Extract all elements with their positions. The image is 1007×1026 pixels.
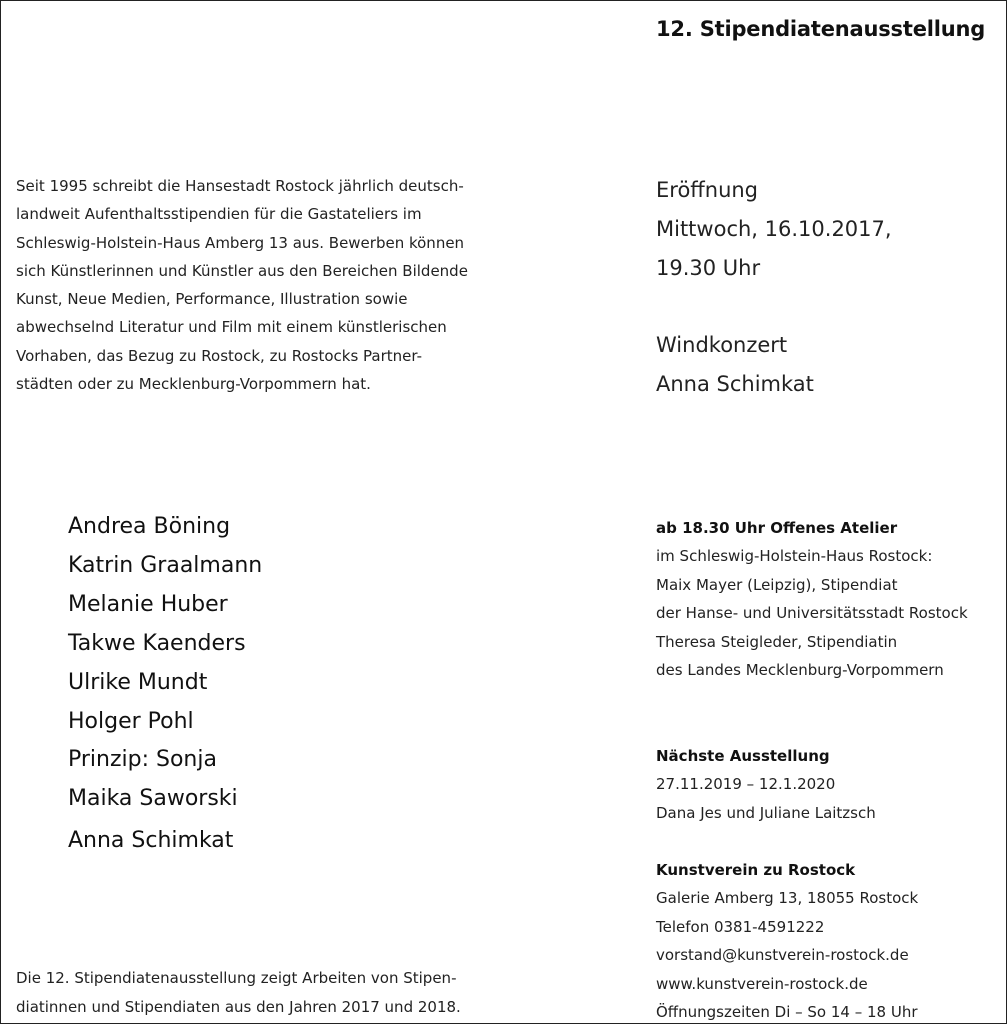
intro-line: Vorhaben, das Bezug zu Rostock, zu Rostocks Partner-: [16, 346, 423, 365]
next-exhibition-block: [656, 742, 876, 827]
next-exhibition-heading: Nächste Ausstellung: [656, 747, 830, 765]
open-atelier-block: [656, 514, 968, 684]
kunstverein-name: Kunstverein zu Rostock: [656, 861, 856, 879]
artist-list: [68, 508, 262, 861]
footer-note: [16, 964, 461, 1022]
open-atelier-line: Theresa Steigleder, Stipendiatin: [656, 632, 898, 651]
intro-line: Seit 1995 schreibt die Hansestadt Rostock jährlich deutsch-: [16, 177, 464, 195]
footer-line: Die 12. Stipendiatenausstellung zeigt Arbeiten von Stipen-: [16, 969, 457, 987]
concert-heading: Windkonzert: [656, 333, 788, 357]
concert-artist: Anna Schimkat: [656, 372, 814, 396]
artist-name: Anna Schimkat: [68, 828, 234, 854]
artist-name: Andrea Böning: [68, 514, 231, 539]
open-atelier-line: der Hanse- und Universitätsstadt Rostock: [656, 604, 968, 623]
opening-time: 19.30 Uhr: [656, 256, 761, 280]
intro-line: landweit Aufenthaltsstipendien für die Gastateliers im: [16, 205, 422, 224]
next-exhibition-dates: 27.11.2019 – 12.1.2020: [656, 775, 836, 794]
intro-paragraph: [16, 172, 486, 398]
kunstverein-contact: [656, 856, 918, 1026]
next-exhibition-artists: Dana Jes und Juliane Laitzsch: [656, 803, 876, 822]
intro-line: sich Künstlerinnen und Künstler aus den Bereichen Bildende: [16, 261, 468, 280]
artist-name: Ulrike Mundt: [68, 669, 208, 695]
artist-name: Katrin Graalmann: [68, 552, 263, 578]
intro-line: abwechselnd Literatur und Film mit einem künstlerischen: [16, 318, 447, 337]
opening-date: Mittwoch, 16.10.2017,: [656, 217, 892, 241]
kunstverein-hours: Öffnungszeiten Di – So 14 – 18 Uhr: [656, 1003, 918, 1022]
kunstverein-website[interactable]: www.kunstverein-rostock.de: [656, 974, 868, 993]
artist-name: Melanie Huber: [68, 591, 228, 617]
open-atelier-line: im Schleswig-Holstein-Haus Rostock:: [656, 547, 933, 566]
event-info: [656, 171, 892, 404]
kunstverein-address: Galerie Amberg 13, 18055 Rostock: [656, 889, 919, 908]
artist-name: Maika Saworski: [68, 786, 238, 812]
kunstverein-phone: Telefon 0381-4591222: [656, 917, 825, 936]
intro-line: städten oder zu Mecklenburg-Vorpommern hat.: [16, 375, 371, 394]
kunstverein-email[interactable]: vorstand@kunstverein-rostock.de: [656, 946, 909, 965]
exhibition-title: 12. Stipendiatenausstellung: [656, 17, 986, 41]
intro-line: Kunst, Neue Medien, Performance, Illustration sowie: [16, 290, 408, 309]
artist-name: Holger Pohl: [68, 708, 194, 734]
artist-name: Takwe Kaenders: [68, 630, 246, 656]
spacer: [656, 288, 892, 326]
artist-name: Prinzip: Sonja: [68, 747, 217, 773]
open-atelier-line: Maix Mayer (Leipzig), Stipendiat: [656, 575, 898, 594]
open-atelier-line: des Landes Mecklenburg-Vorpommern: [656, 661, 944, 680]
footer-line: diatinnen und Stipendiaten aus den Jahren 2017 und 2018.: [16, 998, 461, 1016]
open-atelier-heading: ab 18.30 Uhr Offenes Atelier: [656, 519, 898, 537]
intro-line: Schleswig-Holstein-Haus Amberg 13 aus. Bewerben können: [16, 233, 465, 252]
opening-heading: Eröffnung: [656, 178, 759, 202]
